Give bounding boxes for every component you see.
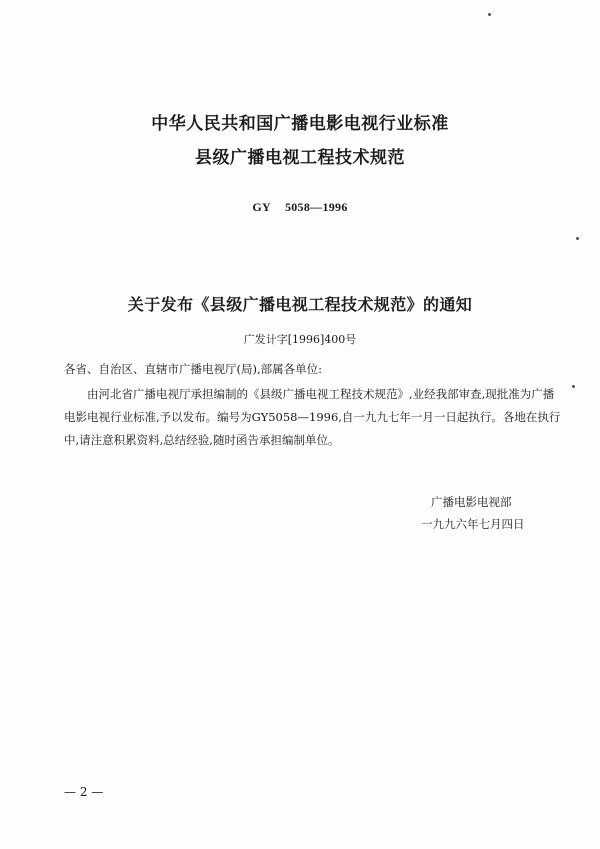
notice-body xyxy=(64,383,561,452)
standard-category-line: 中华人民共和国广播电影电视行业标准 xyxy=(151,114,449,134)
standard-code-prefix: GY xyxy=(252,200,271,214)
standard-title: 县级广播电视工程技术规范 xyxy=(195,148,405,168)
page-number: — 2 — xyxy=(64,785,104,799)
document-number: 广发计字[1996]400号 xyxy=(243,333,357,346)
scan-speck xyxy=(488,13,491,16)
body-line: 中,请注意积累资料,总结经验,随时函告承担编制单位。 xyxy=(64,433,340,447)
standard-code xyxy=(0,200,600,215)
body-line: 由河北省广播电视厅承担编制的《县级广播电视工程技术规范》,业经我部审查,现批准为广播 xyxy=(87,387,555,401)
issuer-signature: 广播电影电视部 xyxy=(431,495,512,509)
notice-title: 关于发布《县级广播电视工程技术规范》的通知 xyxy=(127,295,473,314)
standard-code-number: 5058—1996 xyxy=(284,200,348,214)
issue-date: 一九九六年七月四日 xyxy=(421,517,525,531)
scan-speck xyxy=(576,237,579,240)
body-line: 电影电视行业标准,予以发布。编号为GY5058—1996,自一九九七年一月一日起执行。各地在执行 xyxy=(64,410,561,424)
addressee-line: 各省、自治区、直辖市广播电视厅(局),部属各单位: xyxy=(64,362,323,376)
scan-speck xyxy=(572,385,575,388)
